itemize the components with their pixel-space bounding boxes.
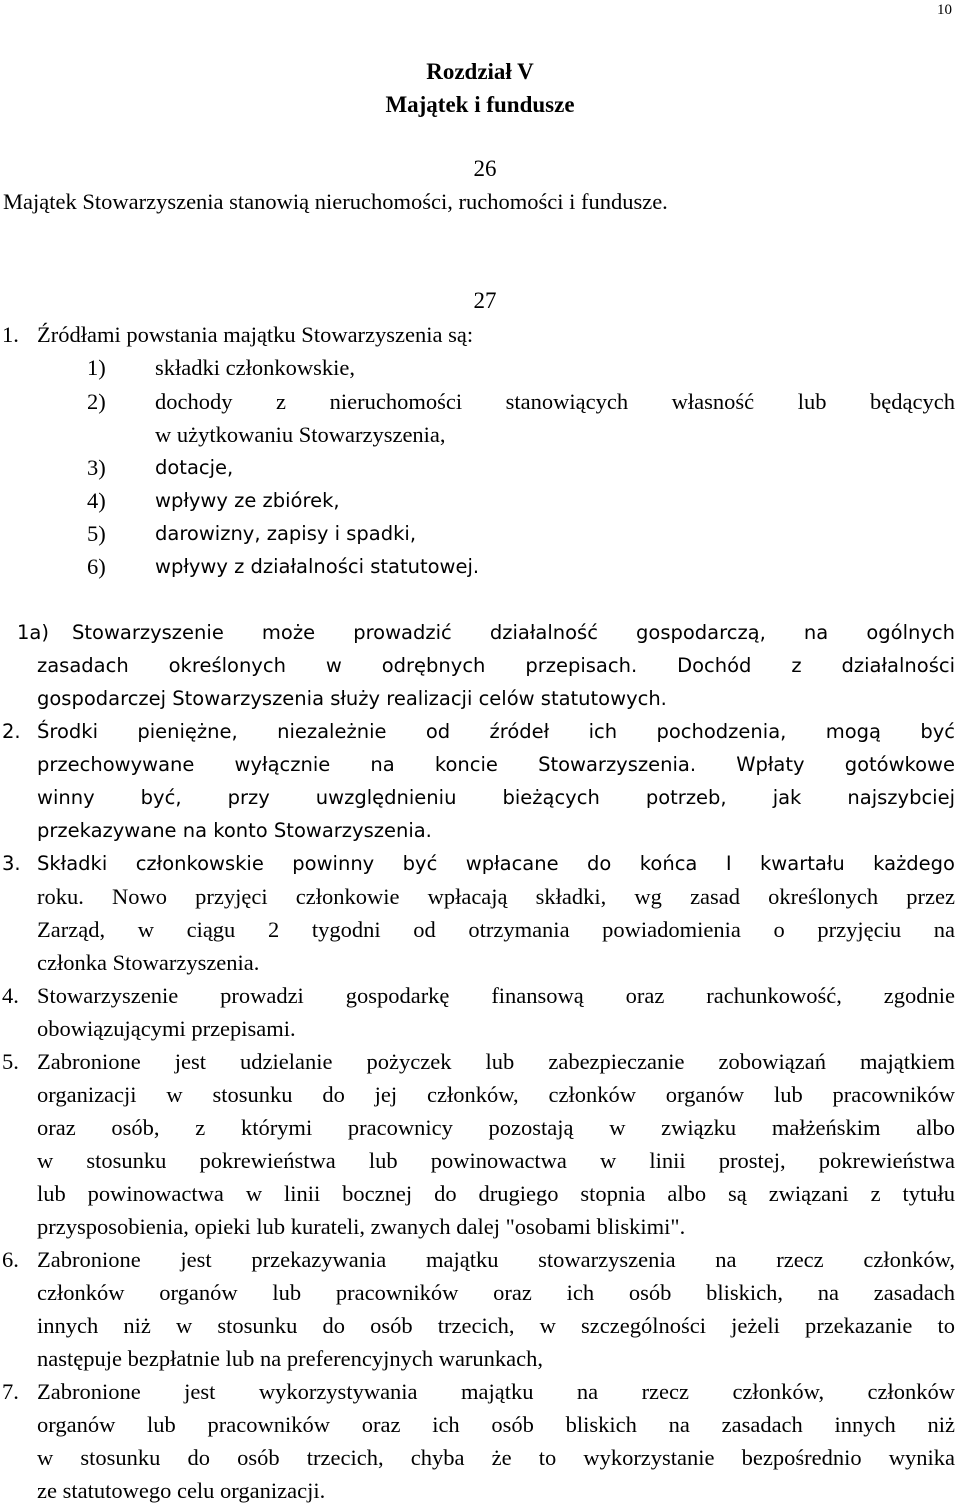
item-4-number: 4)	[87, 488, 106, 513]
point-1a-line: gospodarczej Stowarzyszenia służy realizacji celów statutowych.	[37, 687, 667, 710]
point-3-line: roku. Nowo przyjęci członkowie wpłacają składki, wg zasad określonych przez	[37, 884, 955, 909]
point-5-number: 5.	[2, 1049, 19, 1074]
point-5-line: oraz osób, z którymi pracownicy pozostają w związku małżeńskim albo	[37, 1115, 955, 1140]
item-5-number: 5)	[87, 521, 106, 546]
point-2-number: 2.	[2, 720, 21, 743]
point-6-number: 6.	[2, 1247, 19, 1272]
item-5-text: darowizny, zapisy i spadki,	[155, 522, 417, 545]
item-6-text: wpływy z działalności statutowej.	[155, 555, 480, 578]
section-26-text: Majątek Stowarzyszenia stanowią nieruchomości, ruchomości i fundusze.	[3, 189, 668, 214]
point-6-line: następuje bezpłatnie lub na preferencyjnych warunkach,	[37, 1346, 544, 1371]
point-1-text: Źródłami powstania majątku Stowarzyszenia są:	[37, 322, 474, 347]
point-6-line: innych niż w stosunku do osób trzecich, w szczególności jeżeli przekazanie to	[37, 1313, 955, 1338]
section-26-number: 26	[473, 156, 497, 181]
chapter-label: Rozdział V	[426, 59, 534, 84]
point-7-line: Zabronione jest wykorzystywania majątku na rzecz członków, członków	[37, 1379, 955, 1404]
item-6-number: 6)	[87, 554, 106, 579]
point-1a-line: zasadach określonych w odrębnych przepisach. Dochód z działalności	[37, 654, 955, 677]
item-3-number: 3)	[87, 455, 106, 480]
point-5-line: przysposobienia, opieki lub kurateli, zwanych dalej "osobami bliskimi".	[37, 1214, 686, 1239]
item-4-text: wpływy ze zbiórek,	[155, 489, 340, 512]
point-3-line: Składki członkowskie powinny być wpłacane do końca I kwartału każdego	[37, 852, 955, 875]
point-3-line: członka Stowarzyszenia.	[37, 950, 260, 975]
point-6-line: Zabronione jest przekazywania majątku stowarzyszenia na rzecz członków,	[37, 1247, 955, 1272]
point-7-number: 7.	[2, 1379, 19, 1404]
point-6-line: członków organów lub pracowników oraz ich osób bliskich, na zasadach	[37, 1280, 955, 1305]
point-1a-number: 1a)	[17, 621, 49, 644]
chapter-title: Majątek i fundusze	[385, 92, 575, 117]
item-3-text: dotacje,	[155, 456, 234, 479]
point-5-line: lub powinowactwa w linii bocznej do drugiego stopnia albo są związani z tytułu	[37, 1181, 955, 1206]
point-7-line: ze statutowego celu organizacji.	[37, 1478, 326, 1503]
section-27-number: 27	[473, 288, 497, 313]
point-2-line: przekazywane na konto Stowarzyszenia.	[37, 819, 432, 842]
point-3-number: 3.	[2, 852, 21, 875]
item-1-text: składki członkowskie,	[155, 355, 355, 380]
item-1-number: 1)	[87, 355, 106, 380]
point-1a-line: Stowarzyszenie może prowadzić działalność gospodarczą, na ogólnych	[72, 621, 955, 644]
point-2-line: winny być, przy uwzględnieniu bieżących potrzeb, jak najszybciej	[37, 786, 955, 809]
point-2-line: przechowywane wyłącznie na koncie Stowarzyszenia. Wpłaty gotówkowe	[37, 753, 955, 776]
item-2-number: 2)	[87, 389, 106, 414]
point-7-line: w stosunku do osób trzecich, chyba że to wykorzystanie bezpośrednio wynika	[37, 1445, 955, 1470]
section-26-heading	[0, 152, 960, 185]
point-5-line: w stosunku pokrewieństwa lub powinowactwa w linii prostej, pokrewieństwa	[37, 1148, 955, 1173]
point-3-line: Zarząd, w ciągu 2 tygodni od otrzymania powiadomienia o przyjęciu na	[37, 917, 955, 942]
point-7-line: organów lub pracowników oraz ich osób bliskich na zasadach innych niż	[37, 1412, 955, 1437]
item-2-continuation: w użytkowaniu Stowarzyszenia,	[155, 422, 446, 447]
point-2-line: Środki pieniężne, niezależnie od źródeł ich pochodzenia, mogą być	[37, 720, 955, 743]
point-1-number: 1.	[2, 322, 19, 347]
point-4-line: obowiązującymi przepisami.	[37, 1016, 296, 1041]
section-27-heading	[0, 284, 960, 317]
point-5-line: Zabronione jest udzielanie pożyczek lub zabezpieczanie zobowiązań majątkiem	[37, 1049, 955, 1074]
point-4-line: Stowarzyszenie prowadzi gospodarkę finansową oraz rachunkowość, zgodnie	[37, 983, 955, 1008]
point-5-line: organizacji w stosunku do jej członków, członków organów lub pracowników	[37, 1082, 955, 1107]
point-4-number: 4.	[2, 983, 19, 1008]
page-number: 10	[937, 2, 952, 18]
item-2-text: dochody z nieruchomości stanowiących własność lub będących	[155, 389, 955, 414]
